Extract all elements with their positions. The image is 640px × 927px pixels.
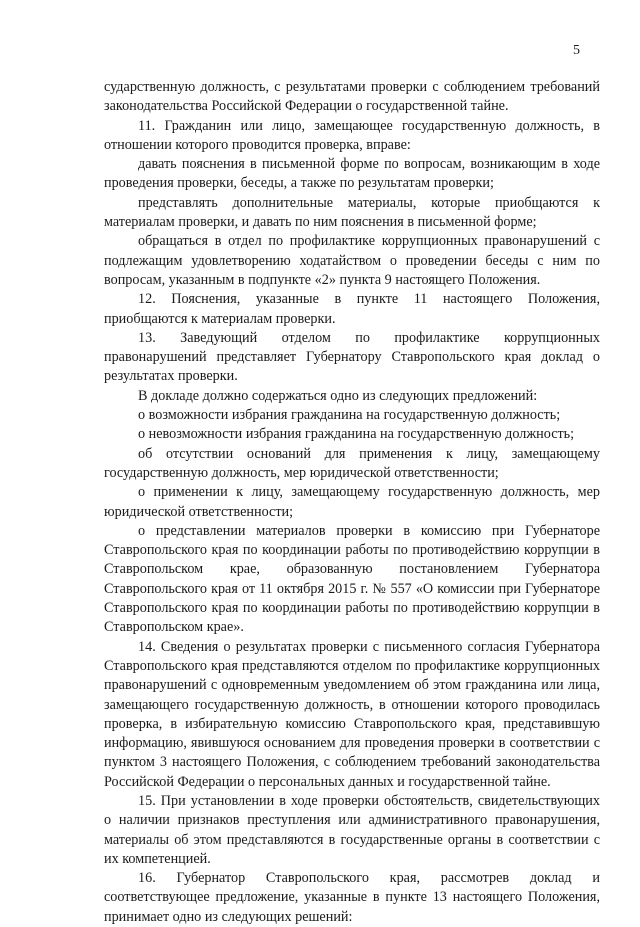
paragraph: о представлении материалов проверки в комиссию при Губернаторе Ставропольского края по координации работы по противодействию коррупции в Ставропольском крае, образованную постановлением Губернатора Ставропольского края от 11 октября 2015 г. № 557 «О комиссии при Губернаторе Ставропольского края по координации работы по противодействию коррупции в Ставропольском крае». [104, 522, 600, 636]
paragraph: 15. При установлении в ходе проверки обстоятельств, свидетельствующих о наличии признаков преступления или административного правонарушения, материалы об этом представляются в государственные органы в соответствии с их компетенцией. [104, 792, 600, 867]
paragraph: 13. Заведующий отделом по профилактике коррупционных правонарушений представляет Губернатору Ставропольского края доклад о результатах проверки. [104, 329, 600, 385]
paragraph: о невозможности избрания гражданина на государственную должность; [138, 426, 575, 443]
paragraph: представлять дополнительные материалы, которые приобщаются к материалам проверки, и давать по ним пояснения в письменной форме; [104, 194, 600, 231]
page-number: 5 [573, 43, 580, 58]
paragraph: об отсутствии оснований для применения к лицу, замещающему государственную должность, мер юридической ответственности; [104, 445, 600, 481]
paragraph: обращаться в отдел по профилактике коррупционных правонарушений с подлежащим удовлетворению ходатайством о проведении беседы с ним по вопросам, указанным в подпункте «2» пункта 9 настоящего Положения. [104, 233, 600, 288]
paragraph: о возможности избрания гражданина на государственную должность; [138, 407, 561, 424]
paragraph: 14. Сведения о результатах проверки с письменного согласия Губернатора Ставропольского края представляются отделом по профилактике коррупционных правонарушений с одновременным уведомлением об этом гражданина или лица, замещающего государственную должность, в отношении которого проводилась проверка, в избирательную комиссию Ставропольского края, представившую информацию, явившуюся основанием для проведения проверки в соответствии с пунктом 3 настоящего Положения, с соблюдением требований законодательства Российской Федерации о персональных данных и государственной тайне. [104, 638, 600, 790]
paragraph: 12. Пояснения, указанные в пункте 11 настоящего Положения, приобщаются к материалам проверки. [104, 291, 600, 327]
paragraph: 11. Гражданин или лицо, замещающее государственную должность, в отношении которого проводится проверка, вправе: [104, 117, 600, 153]
document-body [104, 78, 600, 927]
paragraph: о применении к лицу, замещающему государственную должность, мер юридической ответственности; [104, 484, 600, 520]
paragraph: сударственную должность, с результатами проверки с соблюдением требований законодательства Российской Федерации о государственной тайне. [104, 79, 600, 115]
paragraph: давать пояснения в письменной форме по вопросам, возникающим в ходе проведения проверки, беседы, а также по результатам проверки; [104, 156, 600, 192]
paragraph: 16. Губернатор Ставропольского края, рассмотрев доклад и соответствующее предложение, указанные в пункте 13 настоящего Положения, принимает одно из следующих решений: [104, 870, 600, 925]
paragraph: В докладе должно содержаться одно из следующих предложений: [138, 387, 538, 404]
